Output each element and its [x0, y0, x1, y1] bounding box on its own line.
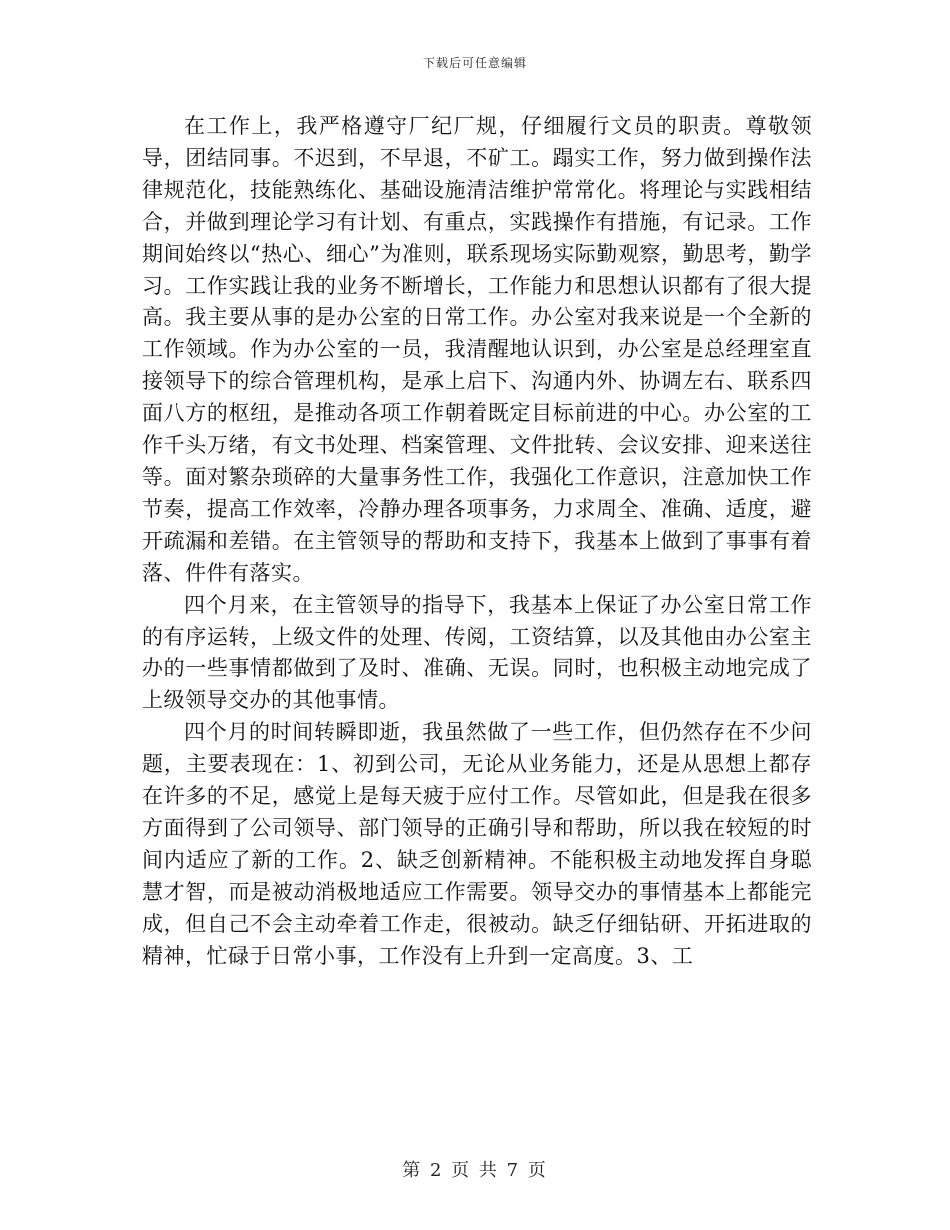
paragraph-work-attitude: 在工作上，我严格遵守厂纪厂规，仔细履行文员的职责。尊敬领导，团结同事。不迟到，不早退，不矿工。蹋实工作，努力做到操作法律规范化，技能熟练化、基础设施清洁维护常常化。将理论与实践相结合，并做到理论学习有计划、有重点，实践操作有措施，有记录。工作期间始终以“热心、细心”为准则，联系现场实际勤观察，勤思考，勤学习。工作实践让我的业务不断增长，工作能力和思想认识都有了很大提高。我主要从事的是办公室的日常工作。办公室对我来说是一个全新的工作领域。作为办公室的一员，我清醒地认识到，办公室是总经理室直接领导下的综合管理机构，是承上启下、沟通内外、协调左右、联系四面八方的枢纽，是推动各项工作朝着既定目标前进的中心。办公室的工作千头万绪，有文书处理、档案管理、文件批转、会议安排、迎来送往等。面对繁杂琐碎的大量事务性工作，我强化工作意识，注意加快工作节奏，提高工作效率，冷静办理各项事务，力求周全、准确、适度，避开疏漏和差错。在主管领导的帮助和支持下，我基本上做到了事事有着落、件件有落实。 [142, 114, 812, 585]
document-body [142, 111, 812, 972]
page-header: 下载后可任意编辑 [422, 56, 527, 70]
paragraph-problems: 四个月的时间转瞬即逝，我虽然做了一些工作，但仍然存在不少问题，主要表现在：1、初到公司，无论从业务能力，还是从思想上都存在许多的不足，感觉上是每天疲于应付工作。尽管如此，但是我在很多方面得到了公司领导、部门领导的正确引导和帮助，所以我在较短的时间内适应了新的工作。2、缺乏创新精神。不能积极主动地发挥自身聪慧才智，而是被动消极地适应工作需要。领导交办的事情基本上都能完成，但自己不会主动牵着工作走，很被动。缺乏仔细钻研、开拓进取的精神，忙碌于日常小事，工作没有上升到一定高度。3、工 [142, 720, 812, 968]
page-number: 第 2 页 共 7 页 [402, 1160, 548, 1181]
paragraph-four-months: 四个月来，在主管领导的指导下，我基本上保证了办公室日常工作的有序运转，上级文件的处理、传阅，工资结算，以及其他由办公室主办的一些事情都做到了及时、准确、无误。同时，也积极主动地完成了上级领导交办的其他事情。 [142, 592, 812, 713]
